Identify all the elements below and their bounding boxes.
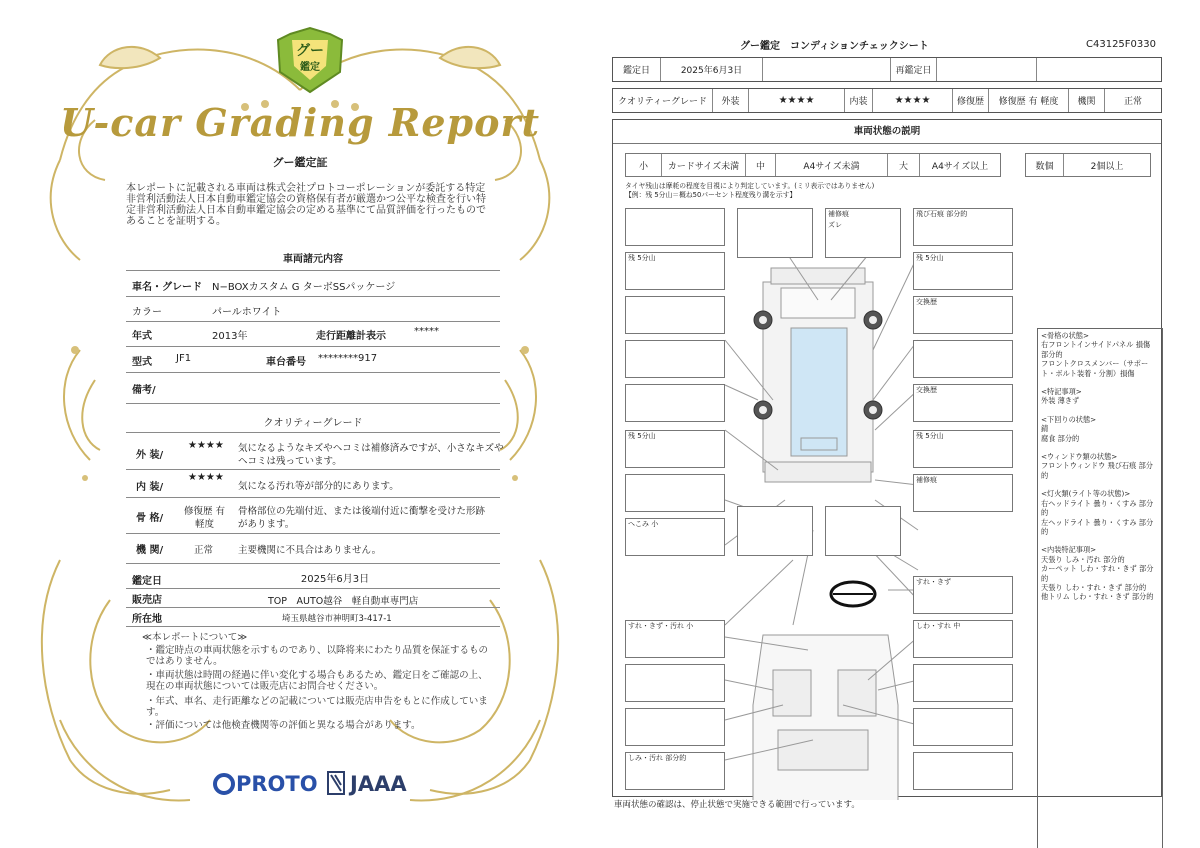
legend-medium: 中 bbox=[746, 154, 776, 176]
exterior-stars: ★★★★ bbox=[749, 89, 845, 112]
condition-windows bbox=[1041, 452, 1159, 480]
quality-grade-row bbox=[612, 88, 1162, 113]
divider bbox=[126, 432, 500, 433]
legend-count: 数個 bbox=[1026, 154, 1064, 176]
note-3: ・年式、車名、走行距離などの記載については販売店申告をもとに作成しています。 bbox=[146, 696, 488, 719]
name-value: N−BOXカスタム G ターボSSパッケージ bbox=[212, 282, 396, 293]
note-2: ・車両状態は時間の経過に伴い変化する場合もあるため、鑑定日をご確認の上、現在の車両状態については販売店にお問合せください。 bbox=[146, 670, 488, 693]
date-value: 2025年6月3日 bbox=[661, 58, 763, 81]
sheet-code: C43125F0330 bbox=[1086, 39, 1156, 50]
date-value: 2025年6月3日 bbox=[300, 574, 370, 585]
detail-box-repair: 補修痕 bbox=[913, 474, 1013, 512]
divider bbox=[126, 372, 500, 373]
condition-line: カーペット しわ・すれ・きず 部分的 bbox=[1041, 564, 1154, 583]
interior-desc: 気になる汚れ等が部分的にあります。 bbox=[238, 481, 399, 492]
legend-medium-desc: A4サイズ未満 bbox=[776, 154, 888, 176]
detail-box-tire-rr: 残 5分山 bbox=[913, 430, 1013, 468]
detail-box-exchange-1: 交換歴 bbox=[913, 296, 1013, 334]
address-label: 所在地 bbox=[132, 614, 162, 625]
note-1: ・鑑定時点の車両状態を示すものであり、以降将来にわたり品質を保証するものではありません。 bbox=[146, 645, 489, 668]
detail-box bbox=[625, 664, 725, 702]
exterior-label: 外 装/ bbox=[136, 450, 164, 461]
divider bbox=[126, 270, 500, 271]
engine-desc: 主要機関に不具合はありません。 bbox=[238, 545, 382, 556]
detail-box-repair-mark bbox=[825, 208, 901, 258]
badge-top-text: グー bbox=[296, 43, 324, 59]
detail-box-exchange-2: 交換歴 bbox=[913, 384, 1013, 422]
detail-box-wheel: すれ・きず bbox=[913, 576, 1013, 614]
dealer-label: 販売店 bbox=[132, 595, 162, 606]
divider bbox=[126, 607, 500, 608]
count-legend bbox=[1025, 153, 1151, 177]
condition-title: <灯火類(ライト等の状態)> bbox=[1041, 489, 1131, 499]
condition-line: 錆 bbox=[1041, 424, 1049, 434]
condition-line: 腐食 部分的 bbox=[1041, 433, 1080, 443]
divider bbox=[126, 563, 500, 564]
detail-box bbox=[913, 664, 1013, 702]
detail-box bbox=[625, 340, 725, 378]
divider bbox=[126, 497, 500, 498]
jaaa-logo-icon bbox=[326, 770, 346, 796]
remarks-label: 備考/ bbox=[132, 385, 156, 396]
condition-line: 左ヘッドライト 曇り・くすみ 部分的 bbox=[1041, 517, 1154, 536]
exterior-desc-1: 気になるようなキズやヘコミは補修済みですが、小さなキズや bbox=[238, 443, 504, 454]
detail-box bbox=[737, 506, 813, 556]
exterior-desc-2: ヘコミは残っています。 bbox=[238, 456, 342, 467]
divider bbox=[126, 469, 500, 470]
divider bbox=[126, 346, 500, 347]
condition-title: <ウィンドウ類の状態> bbox=[1041, 452, 1118, 462]
color-label: カラー bbox=[132, 307, 162, 318]
tire-note-1: タイヤ残山は摩耗の程度を目視により判定しています。(ミリ表示ではありません) bbox=[625, 182, 875, 190]
detail-box-dent: へこみ 小 bbox=[625, 518, 725, 556]
frame-value-1: 修復歴 有 bbox=[184, 506, 226, 517]
interior-label: 内 装/ bbox=[136, 482, 164, 493]
reinspect-value bbox=[937, 58, 1037, 81]
exterior-label: 外装 bbox=[713, 89, 749, 112]
condition-line: 他トリム しわ・すれ・きず 部分的 bbox=[1041, 592, 1154, 602]
empty-cell bbox=[763, 58, 891, 81]
divider bbox=[126, 296, 500, 297]
divider bbox=[126, 533, 500, 534]
detail-box bbox=[625, 708, 725, 746]
condition-underbody bbox=[1041, 415, 1159, 443]
proto-logo-text: PROTO bbox=[236, 772, 318, 796]
repair-label: 修復歴 bbox=[953, 89, 989, 112]
detail-box-tire-fr: 残 5分山 bbox=[913, 252, 1013, 290]
condition-line: 天張り しわ・すれ・きず 部分的 bbox=[1041, 582, 1147, 592]
dealer-value: TOP AUTO越谷 軽自動車専門店 bbox=[268, 596, 419, 607]
detail-box bbox=[913, 340, 1013, 378]
badge-bottom-text: 鑑定 bbox=[300, 62, 320, 73]
condition-line: 天張り しみ・汚れ 部分的 bbox=[1041, 554, 1125, 564]
interior-stars: ★★★★ bbox=[873, 89, 953, 112]
jaaa-logo-text: JAAA bbox=[350, 772, 407, 796]
vehicle-condition-panel bbox=[612, 119, 1162, 797]
condition-title: <骨格の状態> bbox=[1041, 331, 1089, 340]
odometer-value: ***** bbox=[414, 326, 439, 337]
chassis-label: 車台番号 bbox=[266, 357, 306, 368]
condition-list bbox=[1037, 328, 1163, 848]
certificate-name: グー鑑定証 bbox=[272, 156, 328, 169]
reinspect-label: 再鑑定日 bbox=[891, 58, 937, 81]
divider bbox=[126, 588, 500, 589]
report-title: U-car Grading Report bbox=[59, 100, 541, 145]
frame-value-2: 軽度 bbox=[195, 519, 215, 530]
top-mid-label-2: ズレ bbox=[828, 221, 842, 229]
sheet-title: グー鑑定 コンディションチェックシート bbox=[740, 41, 929, 52]
frame-desc-2: があります。 bbox=[238, 519, 295, 530]
legend-small: 小 bbox=[626, 154, 662, 176]
note-4: ・評価については他検査機関等の評価と異なる場合があります。 bbox=[146, 720, 421, 731]
condition-line: フロントクロスメンバー（サポート・ボルト装着・分割）損傷 bbox=[1041, 359, 1149, 378]
odometer-label: 走行距離計表示 bbox=[316, 331, 386, 342]
interior-label: 内装 bbox=[845, 89, 873, 112]
detail-box bbox=[825, 506, 901, 556]
detail-box bbox=[625, 474, 725, 512]
frame-desc-1: 骨格部位の先端付近、または後端付近に衝撃を受けた形跡 bbox=[238, 506, 486, 517]
engine-value: 正常 bbox=[194, 545, 214, 556]
condition-check-sheet bbox=[600, 0, 1200, 848]
repair-value: 修復歴 有 軽度 bbox=[989, 89, 1069, 112]
condition-line: 右ヘッドライト 曇り・くすみ 部分的 bbox=[1041, 498, 1154, 518]
notes-heading: ≪本レポートについて≫ bbox=[142, 632, 248, 643]
proto-logo-icon bbox=[212, 772, 236, 796]
engine-label: 機関 bbox=[1069, 89, 1105, 112]
name-label: 車名・グレード bbox=[132, 282, 202, 293]
condition-title: <内装特記事項> bbox=[1041, 545, 1097, 555]
date-label: 鑑定日 bbox=[132, 576, 162, 587]
detail-box-floor: しみ・汚れ 部分的 bbox=[625, 752, 725, 790]
detail-box-chip: 飛び石痕 部分的 bbox=[913, 208, 1013, 246]
legend-large-desc: A4サイズ以上 bbox=[931, 161, 989, 172]
legend-large: 大 bbox=[888, 154, 920, 176]
model-label: 型式 bbox=[132, 357, 152, 368]
condition-line: 外装 薄きず bbox=[1041, 396, 1080, 406]
sheet-footer: 車両状態の確認は、停止状態で実施できる範囲で行っています。 bbox=[614, 800, 860, 810]
address-value: 埼玉県越谷市神明町3-417-1 bbox=[282, 614, 392, 624]
detail-box-seat-left: すれ・きず・汚れ 小 bbox=[625, 620, 725, 658]
inspection-date-row bbox=[612, 57, 1162, 82]
engine-label: 機 関/ bbox=[136, 545, 164, 556]
condition-line: 右フロントインサイドパネル 損傷 部分的 bbox=[1041, 340, 1151, 359]
legend-count-desc: 2個以上 bbox=[1090, 161, 1124, 172]
detail-box-tire-fl: 残 5分山 bbox=[625, 252, 725, 290]
detail-box bbox=[625, 384, 725, 422]
condition-lights bbox=[1041, 489, 1159, 536]
color-value: パールホワイト bbox=[212, 307, 282, 318]
engine-value: 正常 bbox=[1123, 97, 1142, 107]
condition-frame bbox=[1041, 331, 1159, 378]
year-value: 2013年 bbox=[212, 331, 248, 342]
divider bbox=[126, 626, 500, 627]
chassis-value: ********917 bbox=[318, 353, 378, 364]
frame-label: 骨 格/ bbox=[136, 513, 164, 524]
condition-special bbox=[1041, 387, 1159, 406]
date-label: 鑑定日 bbox=[613, 58, 661, 81]
top-mid-label: 補修痕 bbox=[828, 210, 849, 218]
condition-interior bbox=[1041, 545, 1159, 601]
condition-line: フロントウィンドウ 飛び石痕 部分的 bbox=[1041, 461, 1153, 480]
condition-title: <特記事項> bbox=[1041, 387, 1082, 397]
detail-box-tire-rl: 残 5分山 bbox=[625, 430, 725, 468]
quality-heading: クオリティーグレード bbox=[263, 418, 363, 429]
steering-wheel-icon bbox=[831, 582, 875, 606]
quality-label: クオリティーグレード bbox=[613, 89, 713, 112]
specs-heading: 車両諸元内容 bbox=[283, 254, 343, 265]
detail-box bbox=[625, 208, 725, 246]
legend-small-desc: カードサイズ未満 bbox=[662, 154, 746, 176]
empty-cell bbox=[1037, 58, 1161, 81]
detail-box bbox=[737, 208, 813, 258]
detail-box-seat-right: しわ・すれ 中 bbox=[913, 620, 1013, 658]
divider bbox=[126, 403, 500, 404]
year-label: 年式 bbox=[132, 331, 152, 342]
divider bbox=[126, 321, 500, 322]
model-value: JF1 bbox=[176, 353, 192, 364]
detail-box bbox=[625, 296, 725, 334]
detail-box bbox=[913, 752, 1013, 790]
size-legend bbox=[625, 153, 1001, 177]
condition-title: <下回りの状態> bbox=[1041, 414, 1097, 424]
interior-stars: ★★★★ bbox=[188, 472, 224, 483]
detail-box bbox=[913, 708, 1013, 746]
desc-title: 車両状態の説明 bbox=[613, 120, 1161, 144]
intro-text: 本レポートに記載される車両は株式会社プロトコーポレーションが委託する特定非営利活動法人日本自動車鑑定協会の資格保有者が厳選かつ公平な検査を行い特定非営利活動法人日本自動車鑑定協会の定める基準にて品質評価を行ったものであることを証明する。 bbox=[126, 183, 486, 227]
tire-note-2: 【例：残 5分山＝概ね50パーセント程度残り溝を示す】 bbox=[625, 191, 797, 199]
exterior-stars: ★★★★ bbox=[188, 440, 224, 451]
